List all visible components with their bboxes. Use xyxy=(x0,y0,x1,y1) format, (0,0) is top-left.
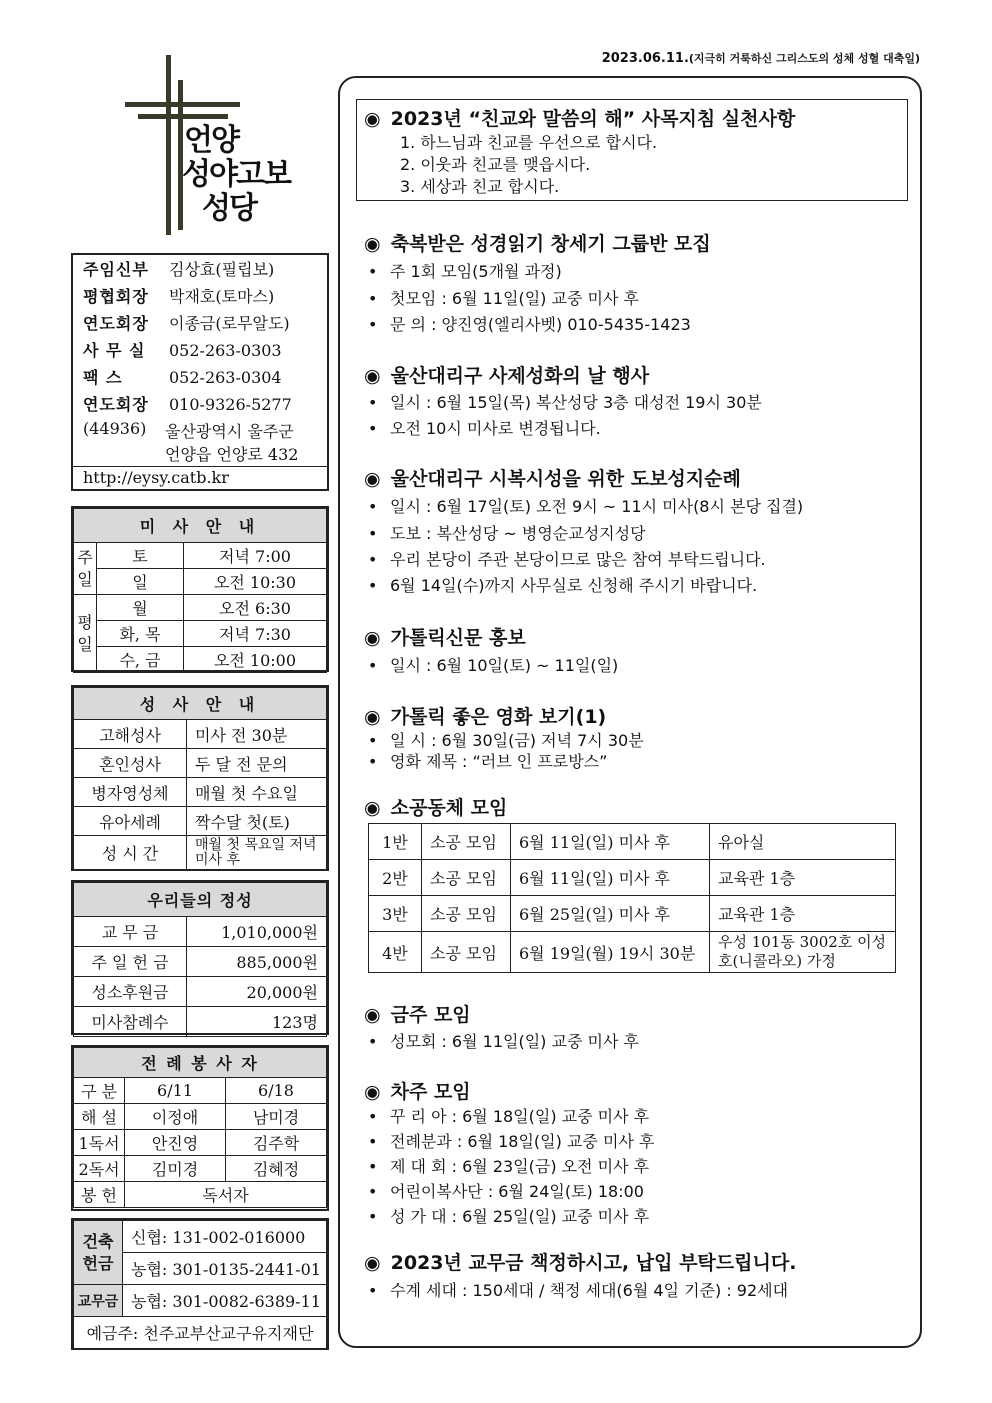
community-table xyxy=(368,823,896,973)
sacrament-label: 혼인성사 xyxy=(74,749,187,778)
building-account-1: 신협: 131-002-016000 xyxy=(123,1221,327,1253)
sacrament-label: 병자영성체 xyxy=(74,778,187,807)
bible-study-title: ◉ 축복받은 성경읽기 창세기 그룹반 모집 xyxy=(364,233,711,255)
liturgy-person: 독서자 xyxy=(125,1182,327,1208)
mass-time: 저녁 7:30 xyxy=(184,621,327,647)
pilgrimage-title: ◉ 울산대리구 시복시성을 위한 도보성지순례 xyxy=(364,468,741,490)
mass-day: 토 xyxy=(97,543,184,569)
bible-study-item: • 주 1회 모임(5개월 과정) xyxy=(368,259,562,282)
offerings-title: 우리들의 정성 xyxy=(74,883,327,917)
liturgy-date: 6/11 xyxy=(125,1078,226,1104)
next-week-item: • 어린이복사단 : 6월 24일(토) 18:00 xyxy=(368,1179,644,1202)
mass-schedule-title: 미 사 안 내 xyxy=(74,509,327,543)
offering-value: 885,000원 xyxy=(187,947,327,977)
bible-study-item: • 문 의 : 양진영(엘리사벳) 010-5435-1423 xyxy=(368,312,691,335)
mass-time: 오전 10:30 xyxy=(184,569,327,595)
accounts-box xyxy=(71,1218,329,1350)
sacraments-table xyxy=(73,687,327,870)
info-row-phone: 연도회장 010-9326-5277 xyxy=(83,395,292,414)
movie-title: ◉ 가톨릭 좋은 영화 보기(1) xyxy=(364,706,607,728)
liturgy-person: 김미경 xyxy=(125,1156,226,1182)
liturgy-person: 남미경 xyxy=(226,1104,327,1130)
weekday-label: 평 일 xyxy=(74,595,97,673)
pilgrimage-item: • 도보 : 복산성당 ~ 병영순교성지성당 xyxy=(368,521,646,544)
liturgy-date: 6/18 xyxy=(226,1078,327,1104)
accounts-table xyxy=(73,1220,327,1349)
bullet-icon: ◉ xyxy=(364,1004,381,1026)
address-line1: 울산광역시 울주군 xyxy=(165,422,294,441)
offering-label: 성소후원금 xyxy=(74,977,187,1007)
logo-line2: 성야고보 xyxy=(182,157,290,192)
building-account-2: 농협: 301-0135-2441-01 xyxy=(123,1253,327,1285)
info-row-council: 평협회장 박재호(토마스) xyxy=(83,287,275,306)
community-title: ◉ 소공동체 모임 xyxy=(364,797,508,819)
tithe-label: 교무금 xyxy=(74,1285,123,1317)
pilgrimage-item: • 일시 : 6월 17일(토) 오전 9시 ~ 11시 미사(8시 본당 집결) xyxy=(368,494,803,517)
sunday-label: 주 일 xyxy=(74,543,97,595)
info-row-fax: 팩 스 052-263-0304 xyxy=(83,368,282,387)
offerings-box xyxy=(71,880,329,1035)
liturgy-role: 2독서 xyxy=(74,1156,125,1182)
feast-name: (지극히 거룩하신 그리스도의 성체 성혈 대축일) xyxy=(688,52,920,65)
bullet-icon: ◉ xyxy=(364,468,381,490)
table-row: 1반 소공 모임 6월 11일(일) 미사 후 유아실 xyxy=(369,824,896,860)
next-week-item: • 성 가 대 : 6월 25일(일) 교중 미사 후 xyxy=(368,1204,649,1227)
mass-time: 저녁 7:00 xyxy=(184,543,327,569)
offering-value: 1,010,000원 xyxy=(187,917,327,947)
liturgy-person: 김혜정 xyxy=(226,1156,327,1182)
sacrament-label: 고해성사 xyxy=(74,720,187,749)
address-line2: 언양읍 언양로 432 xyxy=(165,445,299,464)
liturgy-role: 1독서 xyxy=(74,1130,125,1156)
offering-label: 교 무 금 xyxy=(74,917,187,947)
sacraments-title: 성 사 안 내 xyxy=(74,688,327,720)
tithe-notice-title: ◉ 2023년 교무금 책정하시고, 납입 부탁드립니다. xyxy=(364,1252,797,1274)
pilgrimage-item: • 우리 본당이 주관 본당이므로 많은 참여 부탁드립니다. xyxy=(368,547,766,570)
bullet-icon: ◉ xyxy=(364,1081,381,1103)
sacrament-value: 두 달 전 문의 xyxy=(187,749,327,778)
movie-item: • 영화 제목 : “러브 인 프로방스” xyxy=(368,749,607,772)
tithe-account: 농협: 301-0082-6389-11 xyxy=(123,1285,327,1317)
info-row-office: 사 무 실 052-263-0303 xyxy=(83,341,282,360)
mass-day: 월 xyxy=(97,595,184,621)
bullet-icon: ◉ xyxy=(364,1252,381,1274)
sacrament-value: 짝수달 첫(토) xyxy=(187,807,327,836)
bullet-icon: ◉ xyxy=(364,233,381,255)
newspaper-title: ◉ 가톨릭신문 홍보 xyxy=(364,627,526,649)
priest-day-title: ◉ 울산대리구 사제성화의 날 행사 xyxy=(364,365,650,387)
offering-label: 주 일 헌 금 xyxy=(74,947,187,977)
offering-label: 미사참례수 xyxy=(74,1007,187,1037)
tithe-notice-item: • 수계 세대 : 150세대 / 책정 세대(6월 4일 기준) : 92세대 xyxy=(368,1278,788,1301)
divider xyxy=(73,466,327,467)
offerings-table xyxy=(73,882,327,1037)
bullet-icon: ◉ xyxy=(364,365,381,387)
newspaper-item: • 일시 : 6월 10일(토) ~ 11일(일) xyxy=(368,653,618,676)
building-fund-label: 건축 헌금 xyxy=(74,1221,123,1285)
this-week-item: • 성모회 : 6월 11일(일) 교중 미사 후 xyxy=(368,1029,639,1052)
mass-day: 화, 목 xyxy=(97,621,184,647)
liturgy-role: 해 설 xyxy=(74,1104,125,1130)
sacrament-label: 유아세례 xyxy=(74,807,187,836)
account-holder: 예금주: 천주교부산교구유지재단 xyxy=(74,1317,327,1349)
mass-day: 일 xyxy=(97,569,184,595)
info-row-yeondo: 연도회장 이종금(로무알도) xyxy=(83,314,290,333)
next-week-title: ◉ 차주 모임 xyxy=(364,1081,471,1103)
offering-value: 123명 xyxy=(187,1007,327,1037)
mass-day: 수, 금 xyxy=(97,647,184,673)
sacraments-box xyxy=(71,685,329,871)
info-row-pastor: 주임신부 김상효(필립보) xyxy=(83,260,275,279)
offering-value: 20,000원 xyxy=(187,977,327,1007)
table-row: 4반 소공 모임 6월 19일(월) 19시 30분 우성 101동 3002호 이성호(니콜라오) 가정 xyxy=(369,932,896,973)
table-row: 2반 소공 모임 6월 11일(일) 미사 후 교육관 1층 xyxy=(369,860,896,896)
logo-line3: 성당 xyxy=(202,191,256,226)
liturgy-person: 이정애 xyxy=(125,1104,226,1130)
sacrament-value: 미사 전 30분 xyxy=(187,720,327,749)
mass-schedule-box xyxy=(71,506,329,672)
liturgy-person: 안진영 xyxy=(125,1130,226,1156)
bullet-icon: ◉ xyxy=(364,706,381,728)
pastoral-item: 3. 세상과 친교 합시다. xyxy=(400,177,560,196)
mass-time: 오전 10:00 xyxy=(184,647,327,673)
bullet-icon: ◉ xyxy=(364,108,381,130)
priest-day-item: • 오전 10시 미사로 변경됩니다. xyxy=(368,416,601,439)
next-week-item: • 제 대 회 : 6월 23일(금) 오전 미사 후 xyxy=(368,1154,649,1177)
sacrament-value: 매월 첫 목요일 저녁미사 후 xyxy=(187,836,327,870)
this-week-title: ◉ 금주 모임 xyxy=(364,1004,471,1026)
liturgy-title: 전 례 봉 사 자 xyxy=(74,1048,327,1078)
liturgy-header: 구 분 xyxy=(74,1078,125,1104)
bulletin-date xyxy=(470,50,920,66)
liturgy-role: 봉 헌 xyxy=(74,1182,125,1208)
website-link[interactable]: http://eysy.catb.kr xyxy=(83,468,229,487)
sacrament-value: 매월 첫 수요일 xyxy=(187,778,327,807)
priest-day-item: • 일시 : 6월 15일(목) 복산성당 3층 대성전 19시 30분 xyxy=(368,390,762,413)
pilgrimage-item: • 6월 14일(수)까지 사무실로 신청해 주시기 바랍니다. xyxy=(368,573,757,596)
bullet-icon: ◉ xyxy=(364,797,381,819)
mass-schedule-table xyxy=(73,508,327,673)
table-row: 3반 소공 모임 6월 25일(일) 미사 후 교육관 1층 xyxy=(369,896,896,932)
bible-study-item: • 첫모임 : 6월 11일(일) 교중 미사 후 xyxy=(368,286,639,309)
parish-logo xyxy=(120,50,320,240)
pastoral-item: 1. 하느님과 친교를 우선으로 합시다. xyxy=(400,133,658,152)
liturgy-person: 김주학 xyxy=(226,1130,327,1156)
pastoral-item: 2. 이웃과 친교를 맺읍시다. xyxy=(400,155,591,174)
sacrament-label: 성 시 간 xyxy=(74,836,187,870)
pastoral-title: ◉ 2023년 “친교와 말씀의 해” 사목지침 실천사항 xyxy=(364,108,796,130)
bullet-icon: ◉ xyxy=(364,627,381,649)
next-week-item: • 꾸 리 아 : 6월 18일(일) 교중 미사 후 xyxy=(368,1104,649,1127)
date-text: 2023.06.11. xyxy=(601,51,689,66)
next-week-item: • 전례분과 : 6월 18일(일) 교중 미사 후 xyxy=(368,1129,654,1152)
movie-item: • 일 시 : 6월 30일(금) 저녁 7시 30분 xyxy=(368,728,644,751)
liturgy-box xyxy=(71,1045,329,1211)
liturgy-table xyxy=(73,1047,327,1208)
parish-info-box xyxy=(71,253,329,491)
logo-line1: 언양 xyxy=(184,123,238,158)
postcode: (44936) xyxy=(83,419,147,438)
mass-time: 오전 6:30 xyxy=(184,595,327,621)
